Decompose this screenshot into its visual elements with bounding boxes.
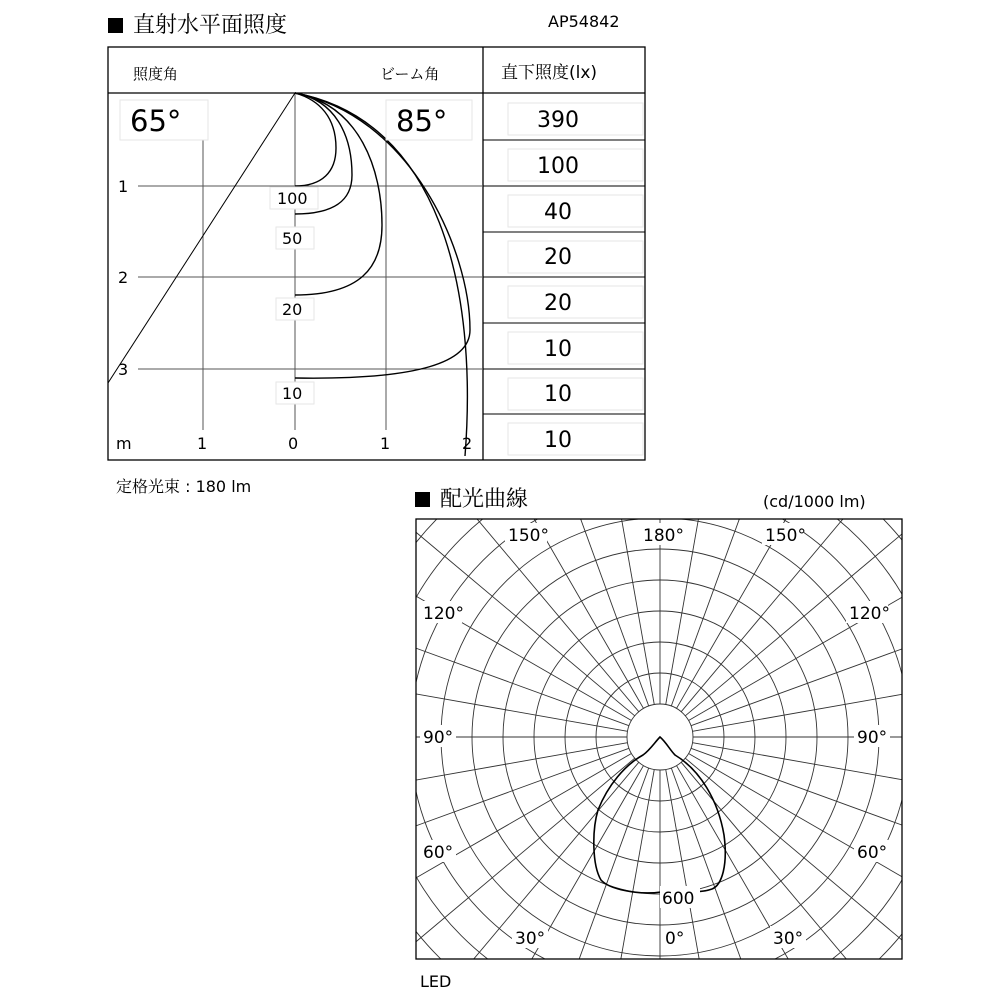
polar-spoke <box>692 743 1000 810</box>
x-label-right-1: 1 <box>380 434 391 453</box>
light-source-label: LED <box>420 972 452 991</box>
polar-spoke <box>677 766 871 1000</box>
polar-spoke <box>685 758 981 1000</box>
beam-spread-header: 照度角 <box>133 65 179 83</box>
polar-spoke <box>666 769 733 1000</box>
contour-label-20: 20 <box>282 300 303 319</box>
x-label-0: 0 <box>288 434 299 453</box>
polar-spoke <box>692 664 1000 731</box>
polar-spoke <box>246 664 627 731</box>
direct-value-5: 20 <box>544 291 572 316</box>
contour-label-100: 100 <box>277 189 308 208</box>
angle-label-90-left: 90° <box>423 728 454 748</box>
polar-spoke <box>450 766 644 1000</box>
polar-spoke <box>681 415 930 711</box>
x-label-left-1: 1 <box>197 434 208 453</box>
axis-unit-m: m <box>116 434 132 453</box>
polar-spoke <box>681 762 930 1000</box>
scale-label-600: 600 <box>662 889 695 909</box>
rated-flux: 定格光束 : 180 lm <box>116 477 252 496</box>
beam-spread-value: 65° <box>130 104 182 138</box>
angle-label-90-right: 90° <box>857 728 888 748</box>
polar-title: 配光曲線 <box>415 482 528 513</box>
polar-spoke <box>338 758 634 1000</box>
polar-grid <box>240 317 1000 1000</box>
distance-label-2: 2 <box>118 268 129 287</box>
angle-label-150-right: 150° <box>765 526 806 546</box>
polar-spoke <box>587 323 654 704</box>
angle-label-150-left: 150° <box>508 526 549 546</box>
angle-label-120-left: 120° <box>423 604 464 624</box>
polar-spoke <box>338 467 634 716</box>
polar-ring <box>255 332 1000 1000</box>
model-number: AP54842 <box>548 12 620 31</box>
direct-value-7: 10 <box>544 382 572 407</box>
angle-label-30-right: 30° <box>773 929 804 949</box>
polar-unit: (cd/1000 lm) <box>763 492 866 511</box>
polar-spoke <box>246 743 627 810</box>
contour-label-50: 50 <box>282 229 303 248</box>
angle-label-120-right: 120° <box>849 604 890 624</box>
direct-value-6: 10 <box>544 337 572 362</box>
direct-value-1: 390 <box>537 108 579 133</box>
distance-label-1: 1 <box>118 177 129 196</box>
polar-spoke <box>689 527 1000 721</box>
polar-spoke <box>390 415 639 711</box>
angle-label-60-right: 60° <box>857 843 888 863</box>
beam-angle-value: 85° <box>396 104 448 138</box>
polar-spoke <box>296 754 631 948</box>
direct-illuminance-header: 直下照度(lx) <box>501 63 598 83</box>
direct-value-2: 100 <box>537 154 579 179</box>
beam-angle-header: ビーム角 <box>380 65 440 83</box>
angle-label-30-left: 30° <box>515 929 546 949</box>
polar-spoke <box>587 769 654 1000</box>
contour-label-10: 10 <box>282 384 303 403</box>
direct-value-8: 10 <box>544 428 572 453</box>
direct-value-4: 20 <box>544 245 572 270</box>
candela-curve <box>594 737 725 893</box>
direct-value-3: 40 <box>544 200 572 225</box>
x-label-right-2: 2 <box>462 434 473 453</box>
polar-ring <box>317 394 1000 1000</box>
angle-label-0: 0° <box>665 929 685 949</box>
polar-spoke <box>685 467 981 716</box>
illuminance-title: 直射水平面照度 <box>108 8 287 39</box>
polar-spoke <box>666 323 733 704</box>
angle-label-180: 180° <box>643 526 684 546</box>
angle-label-60-left: 60° <box>423 843 454 863</box>
distance-label-3: 3 <box>118 360 129 379</box>
polar-ring <box>286 363 1000 1000</box>
polar-spoke <box>689 754 1000 948</box>
